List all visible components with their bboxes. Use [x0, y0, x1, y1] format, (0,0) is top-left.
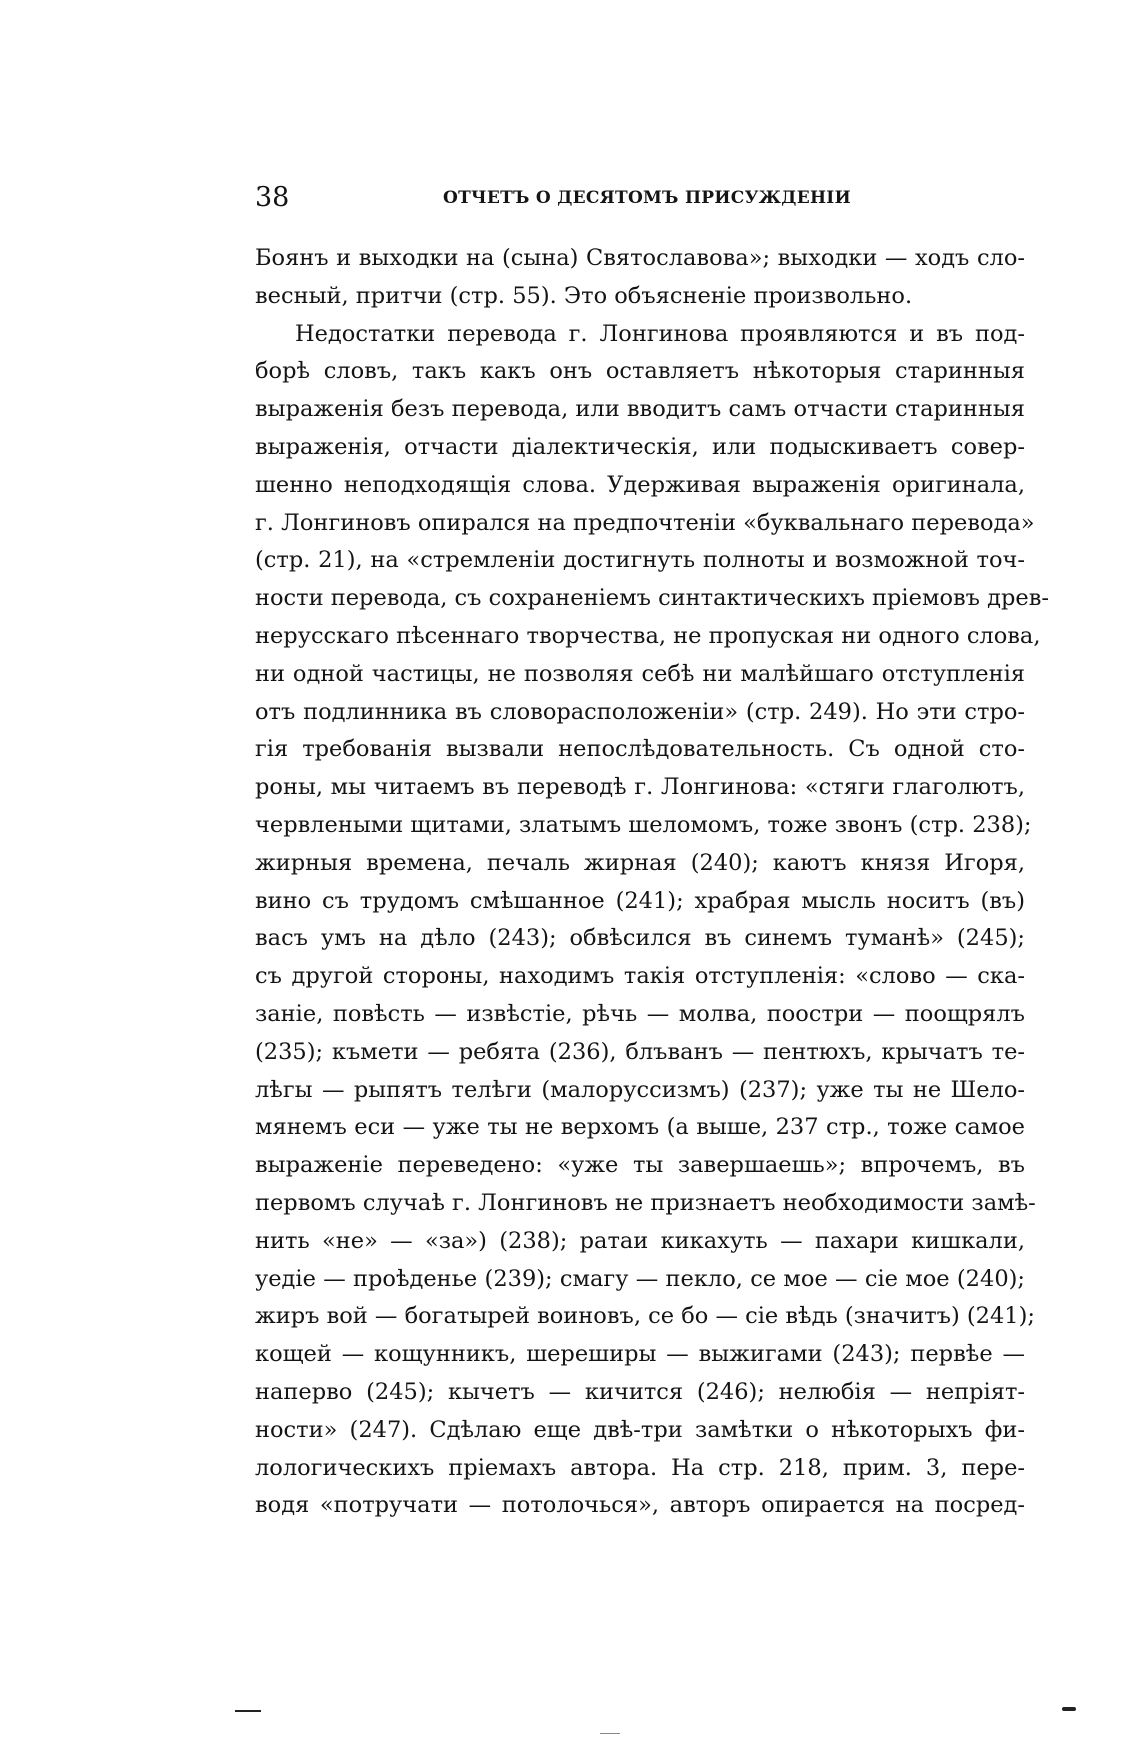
text-line: выраженіе переведено: «уже ты завершаешь»; впрочемъ, въ: [255, 1152, 1025, 1179]
text-line: ности» (247). Сдѣлаю еще двѣ-три замѣтки о нѣкоторыхъ фи-: [255, 1416, 1025, 1443]
text-line: отъ подлинника въ словорасположеніи» (стр. 249). Но эти стро-: [255, 698, 1025, 725]
text-line: нерусскаго пѣсеннаго творчества, не пропуская ни одного слова,: [255, 622, 1041, 649]
text-line: первомъ случаѣ г. Лонгиновъ не признаетъ необходимости замѣ-: [255, 1189, 1036, 1216]
text-line: (235); къмети — ребята (236), блъванъ — пентюхъ, крычатъ те-: [255, 1038, 1025, 1065]
text-line: выраженія, отчасти діалектическія, или подыскиваетъ совер-: [255, 433, 1025, 460]
text-line: ности перевода, съ сохраненіемъ синтактическихъ пріемовъ древ-: [255, 585, 1049, 612]
scan-mark-right: [1062, 1707, 1076, 1711]
text-line: гія требованія вызвали непослѣдовательность. Съ одной сто-: [255, 736, 1025, 763]
text-line: лологическихъ пріемахъ автора. На стр. 218, прим. 3, пере-: [255, 1454, 1025, 1481]
text-line: заніе, повѣсть — извѣстіе, рѣчь — молва, поостри — поощрялъ: [255, 1000, 1025, 1027]
text-line: (стр. 21), на «стремленіи достигнуть полноты и возможной точ-: [255, 547, 1025, 574]
text-line: уедіе — проѣденье (239); смагу — пекло, се мое — сіе мое (240);: [255, 1265, 1025, 1292]
text-line: нить «не» — «за») (238); ратаи кикахуть — пахари кишкали,: [255, 1227, 1025, 1254]
text-line: вино съ трудомъ смѣшанное (241); храбрая мысль носитъ (въ): [255, 887, 1025, 914]
text-line: жиръ вой — богатырей воиновъ, се бо — сіе вѣдь (значитъ) (241);: [255, 1303, 1035, 1330]
text-line: наперво (245); кычетъ — кичится (246); нелюбія — непріят-: [255, 1378, 1025, 1405]
running-header: [255, 176, 1025, 220]
text-line: весный, притчи (стр. 55). Это объясненіе произвольно.: [255, 282, 913, 309]
text-line: г. Лонгиновъ опирался на предпочтеніи «буквальнаго перевода»: [255, 509, 1035, 536]
text-line: ни одной частицы, не позволяя себѣ ни малѣйшаго отступленія: [255, 660, 1025, 687]
text-line: кощей — кощунникъ, шереширы — выжигами (243); первѣе —: [255, 1341, 1025, 1368]
text-line: борѣ словъ, такъ какъ онъ оставляетъ нѣкоторыя старинныя: [255, 358, 1025, 385]
page-number: 38: [255, 182, 290, 213]
scan-mark-center: [600, 1733, 620, 1734]
running-title: ОТЧЕТЪ О ДЕСЯТОМЪ ПРИСУЖДЕНІИ: [443, 188, 851, 208]
text-line: мянемъ еси — уже ты не верхомъ (а выше, 237 стр., тоже самое: [255, 1114, 1025, 1141]
text-line: червлеными щитами, златымъ шеломомъ, тоже звонъ (стр. 238);: [255, 811, 1032, 838]
text-line: жирныя времена, печаль жирная (240); каютъ князя Игоря,: [255, 849, 1025, 876]
text-line: водя «потручати — потолочься», авторъ опирается на посред-: [255, 1492, 1025, 1519]
text-line: Боянъ и выходки на (сына) Святославова»; выходки — ходъ сло-: [255, 245, 1025, 271]
text-line: шенно неподходящія слова. Удерживая выраженія оригинала,: [255, 471, 1025, 498]
body-text: [255, 240, 1049, 1525]
text-line: Недостатки перевода г. Лонгинова проявляются и въ под-: [295, 320, 1025, 347]
text-line: роны, мы читаемъ въ переводѣ г. Лонгинова: «стяги глаголютъ,: [255, 774, 1025, 801]
text-line: лѣгы — рыпятъ телѣги (малоруссизмъ) (237); уже ты не Шело-: [255, 1076, 1025, 1103]
text-line: съ другой стороны, находимъ такія отступленія: «слово — ска-: [255, 963, 1025, 990]
text-line: выраженія безъ перевода, или вводитъ самъ отчасти старинныя: [255, 396, 1025, 423]
scan-mark-left: [235, 1710, 261, 1712]
text-line: васъ умъ на дѣло (243); обвѣсился въ синемъ туманѣ» (245);: [255, 925, 1025, 952]
